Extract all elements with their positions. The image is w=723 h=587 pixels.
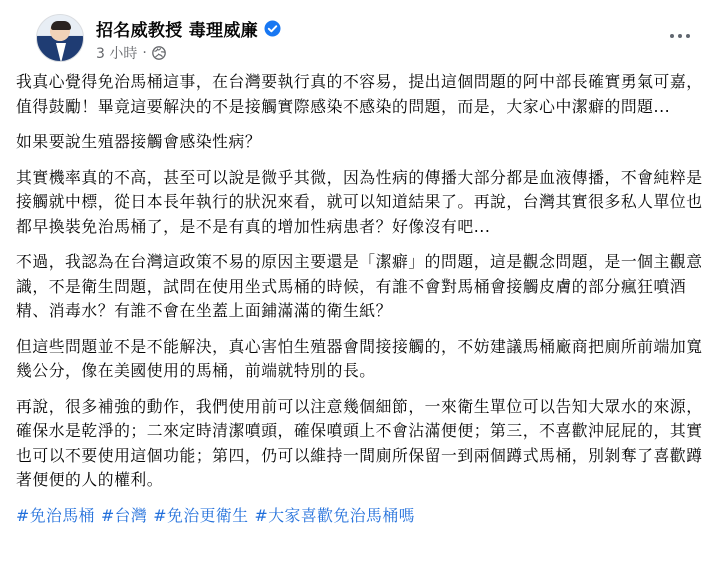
globe-icon[interactable]	[152, 46, 166, 60]
post-header	[20, 0, 703, 68]
avatar-hair	[51, 21, 71, 30]
more-options-icon[interactable]	[663, 24, 697, 48]
hashtag-link[interactable]: #台灣	[100, 505, 148, 525]
hashtag-link[interactable]: #免治更衛生	[153, 505, 249, 525]
post-timestamp[interactable]: 3 小時	[96, 46, 138, 62]
hashtag-link[interactable]: #免治馬桶	[16, 505, 95, 525]
post-paragraph: 如果要說生殖器接觸會感染性病？	[16, 132, 262, 151]
author-avatar[interactable]	[36, 14, 84, 62]
author-name[interactable]: 招名威教授 毒理威廉	[96, 21, 258, 41]
avatar-collar	[56, 43, 66, 62]
meta-separator: ·	[142, 45, 147, 61]
more-dot	[678, 34, 682, 38]
post-paragraph: 我真心覺得免治馬桶這事，在台灣要執行真的不容易，提出這個問題的阿中部長確實勇氣可嘉，值得鼓勵！畢竟這要解決的不是接觸實際感染不感染的問題，而是，大家心中潔癖的問題...	[16, 72, 703, 116]
author-name-row	[96, 16, 281, 41]
post-meta	[96, 43, 166, 63]
more-dot	[686, 34, 690, 38]
post-paragraph: 不過，我認為在台灣這政策不易的原因主要還是「潔癖」的問題，這是觀念問題，是一個主觀意識，不是衛生問題，試問在使用坐式馬桶的時候，有誰不會對馬桶會接觸皮膚的部分瘋狂噴酒精、消毒水？有誰不會在坐蓋上面鋪滿滿的衛生紙？	[16, 252, 703, 320]
post-paragraph: 但這些問題並不是不能解決，真心害怕生殖器會間接接觸的，不妨建議馬桶廠商把廁所前端加寬幾公分，像在美國使用的馬桶，前端就特別的長。	[16, 336, 703, 380]
post-body	[16, 70, 713, 528]
hashtag-link[interactable]: #大家喜歡免治馬桶嗎	[254, 505, 415, 525]
hashtag-list	[16, 504, 713, 528]
post-paragraph: 其實機率真的不高，甚至可以說是微乎其微，因為性病的傳播大部分都是血液傳播，不會純粹是接觸就中標，從日本長年執行的狀況來看，就可以知道結果了。再說，台灣其實很多私人單位也都早換裝免治馬桶了，是不是有真的增加性病患者？好像沒有吧...	[16, 167, 703, 236]
verified-badge-icon	[264, 20, 281, 37]
more-dot	[670, 34, 674, 38]
post-paragraph: 再說，很多補強的動作，我們使用前可以注意幾個細節，一來衛生單位可以告知大眾水的來源，確保水是乾淨的；二來定時清潔噴頭，確保噴頭上不會沾滿便便；第三，不喜歡沖屁屁的，其實也可以不要使用這個功能；第四，仍可以維持一間廁所保留一到兩個蹲式馬桶，別剝奪了喜歡蹲著便便的人的權利。	[16, 396, 703, 489]
